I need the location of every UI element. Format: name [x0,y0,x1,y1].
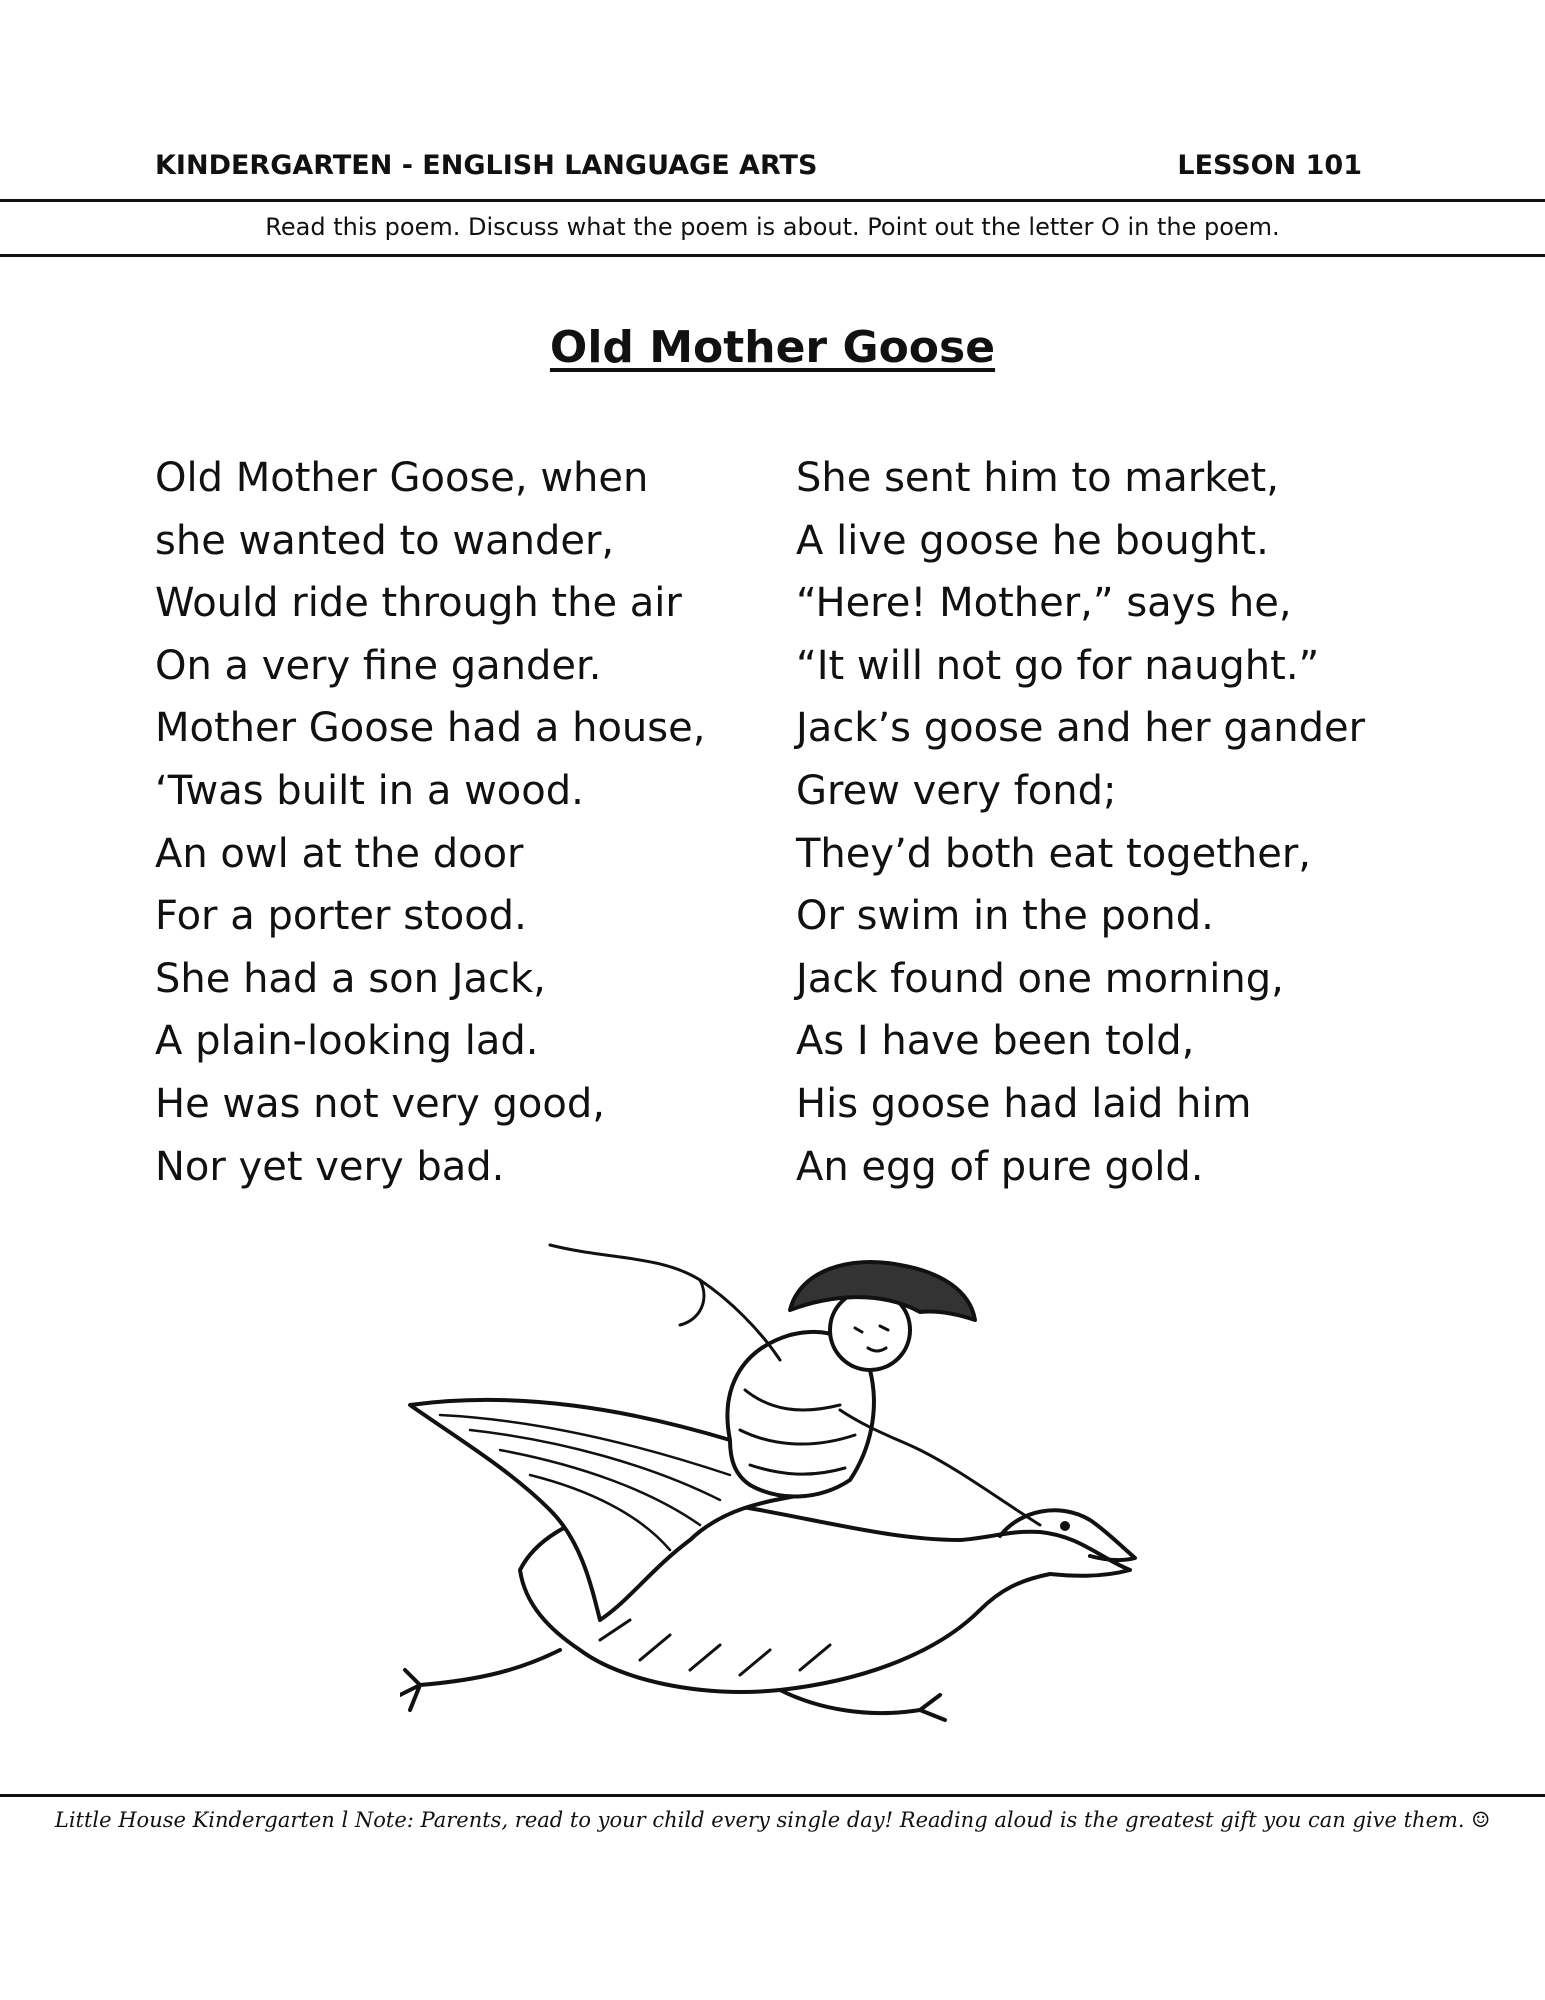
worksheet-header [0,150,1545,200]
goose-eye [1060,1521,1070,1531]
poem-line: Mother Goose had a house, [155,705,706,752]
goose-legs [400,1650,560,1710]
poem-line: Jack found one morning, [796,955,1284,1002]
subject-label: KINDERGARTEN - ENGLISH LANGUAGE ARTS [155,150,818,181]
poem-line: She sent him to market, [796,455,1279,501]
poem-line: “It will not go for naught.” [796,642,1320,689]
lesson-number: LESSON 101 [1177,150,1362,181]
instruction-divider [0,254,1545,257]
rider-whip [550,1245,780,1360]
footer-divider [0,1794,1545,1797]
poem-line: They’d both eat together, [796,830,1311,877]
poem-line: On a very fine gander. [155,642,602,689]
poem-line: His goose had laid him [796,1080,1252,1127]
poem-line: He was not very good, [155,1080,605,1127]
poem-line: Jack’s goose and her gander [796,705,1366,752]
poem-title: Old Mother Goose [549,322,996,373]
poem-line: She had a son Jack, [155,955,546,1002]
footer-note: Little House Kindergarten l Note: Parents, read to your child every single day! Reading aloud is the greatest gift you can give them. ☺ [54,1808,1491,1832]
poem-line: For a porter stood. [155,893,527,940]
rider-arm [840,1410,1040,1525]
poem-line: Or swim in the pond. [796,893,1214,940]
poem-line: Nor yet very bad. [155,1143,505,1190]
poem-line: she wanted to wander, [155,517,615,564]
poem-line: “Here! Mother,” says he, [796,580,1292,627]
poem-line: Would ride through the air [155,580,682,627]
poem-line: As I have been told, [796,1018,1195,1065]
poem-line: A live goose he bought. [796,517,1269,564]
header-divider [0,199,1545,202]
mother-goose-illustration [400,1240,1150,1760]
poem-line: An egg of pure gold. [796,1143,1204,1190]
instruction-text: Read this poem. Discuss what the poem is about. Point out the letter O in the poem. [265,213,1280,241]
poem-right-column [796,447,1365,1198]
poem-line: Grew very fond; [796,767,1117,814]
poem-line: Old Mother Goose, when [155,455,649,501]
poem-line: ‘Twas built in a wood. [155,767,584,814]
poem-line: A plain-looking lad. [155,1018,539,1065]
poem-left-column [155,447,705,1198]
poem-line: An owl at the door [155,830,524,877]
